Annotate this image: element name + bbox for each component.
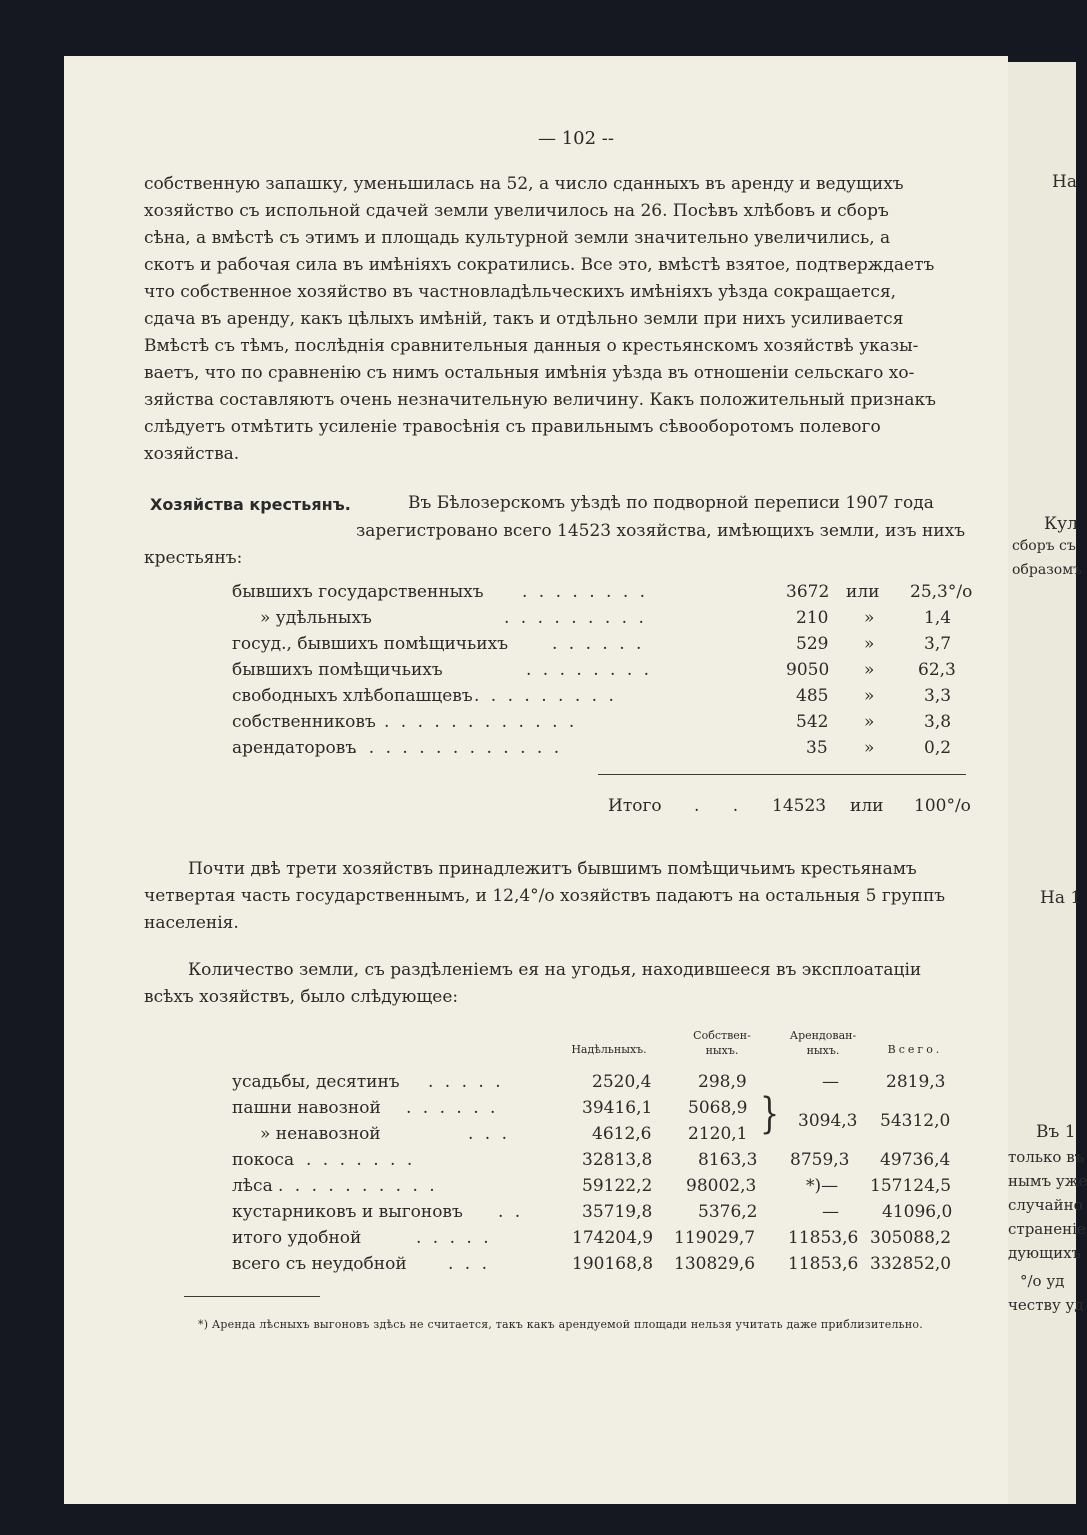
group-count: 9050 <box>786 660 830 680</box>
group-count: 529 <box>796 634 829 654</box>
text-fragment: дующихъ <box>1008 1244 1082 1262</box>
footnote-rule <box>184 1296 320 1297</box>
column-header: Надѣльныхъ. <box>571 1043 647 1056</box>
land-arend: 11853,6 <box>788 1254 859 1274</box>
land-sobst: 8163,3 <box>698 1150 758 1170</box>
adjacent-page <box>1008 62 1087 1504</box>
leader-dots: . . . . . . <box>406 1098 499 1118</box>
group-sep: » <box>864 712 875 732</box>
land-label: усадьбы, десятинъ <box>232 1072 400 1092</box>
text-fragment: На 1 <box>1040 888 1082 908</box>
text-fragment: сборъ съ <box>1012 538 1076 554</box>
text-fragment: °/о уд <box>1020 1272 1065 1290</box>
land-arend: 11853,6 <box>788 1228 859 1248</box>
land-sobst: 2120,1 <box>688 1124 748 1144</box>
text-line: Количество земли, съ раздѣленіемъ ея на угодья, находившееся въ эксплоатаціи <box>188 960 922 980</box>
group-pct: 0,2 <box>924 738 952 758</box>
land-sobst: 5068,9 <box>688 1098 748 1118</box>
land-nadel: 32813,8 <box>582 1150 653 1170</box>
column-header: Всего. <box>887 1043 943 1056</box>
land-total: 41096,0 <box>882 1202 953 1222</box>
column-header <box>778 1028 868 1058</box>
leader-dots: . . . . . . . . . . . . <box>384 712 578 732</box>
land-sobst: 119029,7 <box>674 1228 756 1248</box>
leader-dots: . . . <box>448 1254 491 1274</box>
land-arend: 3094,3 <box>798 1111 858 1131</box>
land-total: 305088,2 <box>870 1228 952 1248</box>
land-label: всего съ неудобной <box>232 1254 407 1274</box>
land-arend: — <box>822 1202 839 1222</box>
page-number: — 102 -- <box>538 128 614 149</box>
land-sobst: 5376,2 <box>698 1202 758 1222</box>
text-line: скотъ и рабочая сила въ имѣніяхъ сократились. Все это, вмѣстѣ взятое, подтверждаетъ <box>144 255 935 275</box>
text-line: четвертая часть государственнымъ, и 12,4°/о хозяйствъ падаютъ на остальныя 5 группъ <box>144 886 946 906</box>
land-sobst: 130829,6 <box>674 1254 756 1274</box>
group-sep: » <box>864 686 875 706</box>
text-fragment: Въ 1 <box>1036 1122 1076 1142</box>
group-sep: » <box>864 634 875 654</box>
land-label: итого удобной <box>232 1228 362 1248</box>
group-label: бывшихъ помѣщичьихъ <box>232 660 443 680</box>
leader-dots: . . . . . . . . . . . . . <box>352 738 563 758</box>
text-fragment: образомъ <box>1012 562 1083 578</box>
column-header-text: Собствен- ныхъ. <box>693 1029 751 1057</box>
land-label: кустарниковъ и выгоновъ <box>232 1202 463 1222</box>
section-intro-line: крестьянъ: <box>144 548 243 568</box>
group-label: » удѣльныхъ <box>260 608 372 628</box>
group-count: 3672 <box>786 582 830 602</box>
group-label: госуд., бывшихъ помѣщичьихъ <box>232 634 509 654</box>
group-pct: 62,3 <box>918 660 956 680</box>
land-nadel: 59122,2 <box>582 1176 653 1196</box>
land-nadel: 4612,6 <box>592 1124 652 1144</box>
table-rule <box>598 774 966 775</box>
text-line: хозяйства. <box>144 444 240 464</box>
land-total: 49736,4 <box>880 1150 951 1170</box>
text-fragment: честву уд <box>1008 1296 1084 1314</box>
text-line: сѣна, а вмѣстѣ съ этимъ и площадь культурной земли значительно увеличились, а <box>144 228 891 248</box>
land-nadel: 190168,8 <box>572 1254 654 1274</box>
text-line: Вмѣстѣ съ тѣмъ, послѣднія сравнительныя данныя о крестьянскомъ хозяйствѣ указы- <box>144 336 919 356</box>
group-sep: » <box>864 608 875 628</box>
land-total: 2819,3 <box>886 1072 946 1092</box>
land-sobst: 98002,3 <box>686 1176 757 1196</box>
text-line: зяйства составляютъ очень незначительную величину. Какъ положительный признакъ <box>144 390 936 410</box>
group-count: 542 <box>796 712 829 732</box>
group-label: арендаторовъ <box>232 738 357 758</box>
section-intro-line: Въ Бѣлозерскомъ уѣздѣ по подворной переписи 1907 года <box>408 493 934 513</box>
text-fragment: случайно <box>1008 1196 1083 1214</box>
land-label: покоса <box>232 1150 295 1170</box>
section-intro-line: зарегистровано всего 14523 хозяйства, имѣющихъ земли, изъ нихъ <box>356 521 966 541</box>
text-fragment: На <box>1052 172 1077 192</box>
section-heading: Хозяйства крестьянъ. <box>150 495 351 514</box>
land-arend: *)— <box>806 1176 839 1196</box>
land-nadel: 174204,9 <box>572 1228 654 1248</box>
leader-dots: . . . . . . . . <box>526 660 653 680</box>
group-sep: или <box>846 582 880 602</box>
leader-dots: . . . . . <box>416 1228 492 1248</box>
text-fragment: нымъ уже <box>1008 1172 1087 1190</box>
leader-dots: . . . <box>468 1124 511 1144</box>
group-pct: 1,4 <box>924 608 952 628</box>
land-arend: 8759,3 <box>790 1150 850 1170</box>
leader-dots: . . . . . . <box>552 634 645 654</box>
total-sep: или <box>850 796 884 816</box>
land-label: лѣса <box>232 1176 273 1196</box>
group-sep: » <box>864 738 875 758</box>
text-fragment: страненіе <box>1008 1220 1086 1238</box>
land-total: 54312,0 <box>880 1111 951 1131</box>
leader-dots: . . <box>498 1202 524 1222</box>
text-line: сдача въ аренду, какъ цѣлыхъ имѣній, такъ и отдѣльно земли при нихъ усиливается <box>144 309 904 329</box>
leader-dots: . . . . . . . . . . <box>278 1176 438 1196</box>
group-pct: 3,3 <box>924 686 952 706</box>
column-header <box>682 1028 762 1058</box>
group-label: бывшихъ государственныхъ <box>232 582 484 602</box>
total-count: 14523 <box>772 796 827 816</box>
land-arend: — <box>822 1072 839 1092</box>
text-line: хозяйство съ испольной сдачей земли увеличилось на 26. Посѣвъ хлѣбовъ и сборъ <box>144 201 889 221</box>
group-count: 35 <box>806 738 828 758</box>
land-nadel: 2520,4 <box>592 1072 652 1092</box>
text-line: слѣдуетъ отмѣтить усиленіе травосѣнія съ правильнымъ сѣвооборотомъ полевого <box>144 417 881 437</box>
column-header-text: Арендован- ныхъ. <box>789 1029 857 1057</box>
text-line: что собственное хозяйство въ частновладѣльческихъ имѣніяхъ уѣзда сокращается, <box>144 282 897 302</box>
land-label: пашни навозной <box>232 1098 381 1118</box>
text-line: населенія. <box>144 913 239 933</box>
total-pct: 100°/о <box>914 796 971 816</box>
group-pct: 3,7 <box>924 634 952 654</box>
brace-icon: } <box>760 1089 780 1139</box>
land-sobst: 298,9 <box>698 1072 747 1092</box>
footnote: *) Аренда лѣсныхъ выгоновъ здѣсь не считается, такъ какъ арендуемой площади нельзя учитать даже приблизительно. <box>198 1318 923 1331</box>
group-pct: 25,3°/о <box>910 582 973 602</box>
land-label: » ненавозной <box>260 1124 381 1144</box>
leader-dots: . . . . . . . <box>306 1150 416 1170</box>
leader-dots: . . . . . . . . <box>522 582 649 602</box>
group-pct: 3,8 <box>924 712 952 732</box>
group-label: собственниковъ <box>232 712 376 732</box>
land-nadel: 35719,8 <box>582 1202 653 1222</box>
group-count: 210 <box>796 608 829 628</box>
total-label: Итого <box>608 796 662 816</box>
group-label: свободныхъ хлѣбопашцевъ <box>232 686 473 706</box>
land-nadel: 39416,1 <box>582 1098 653 1118</box>
text-fragment: Кул <box>1044 514 1078 534</box>
leader-dots: . . . . . . . . . <box>504 608 647 628</box>
book-page <box>64 56 1008 1504</box>
text-fragment: только въ <box>1008 1148 1085 1166</box>
text-line: собственную запашку, уменьшилась на 52, а число сданныхъ въ аренду и ведущихъ <box>144 174 904 194</box>
group-count: 485 <box>796 686 829 706</box>
text-line: всѣхъ хозяйствъ, было слѣдующее: <box>144 987 459 1007</box>
leader-dots: . . . . . . . . . <box>474 686 617 706</box>
text-line: Почти двѣ трети хозяйствъ принадлежитъ бывшимъ помѣщичьимъ крестьянамъ <box>188 859 917 879</box>
land-total: 157124,5 <box>870 1176 952 1196</box>
group-sep: » <box>864 660 875 680</box>
land-total: 332852,0 <box>870 1254 952 1274</box>
leader-dots: . . <box>694 796 753 816</box>
leader-dots: . . . . . <box>428 1072 504 1092</box>
text-line: ваетъ, что по сравненію съ нимъ остальныя имѣнія уѣзда въ отношеніи сельскаго хо- <box>144 363 915 383</box>
